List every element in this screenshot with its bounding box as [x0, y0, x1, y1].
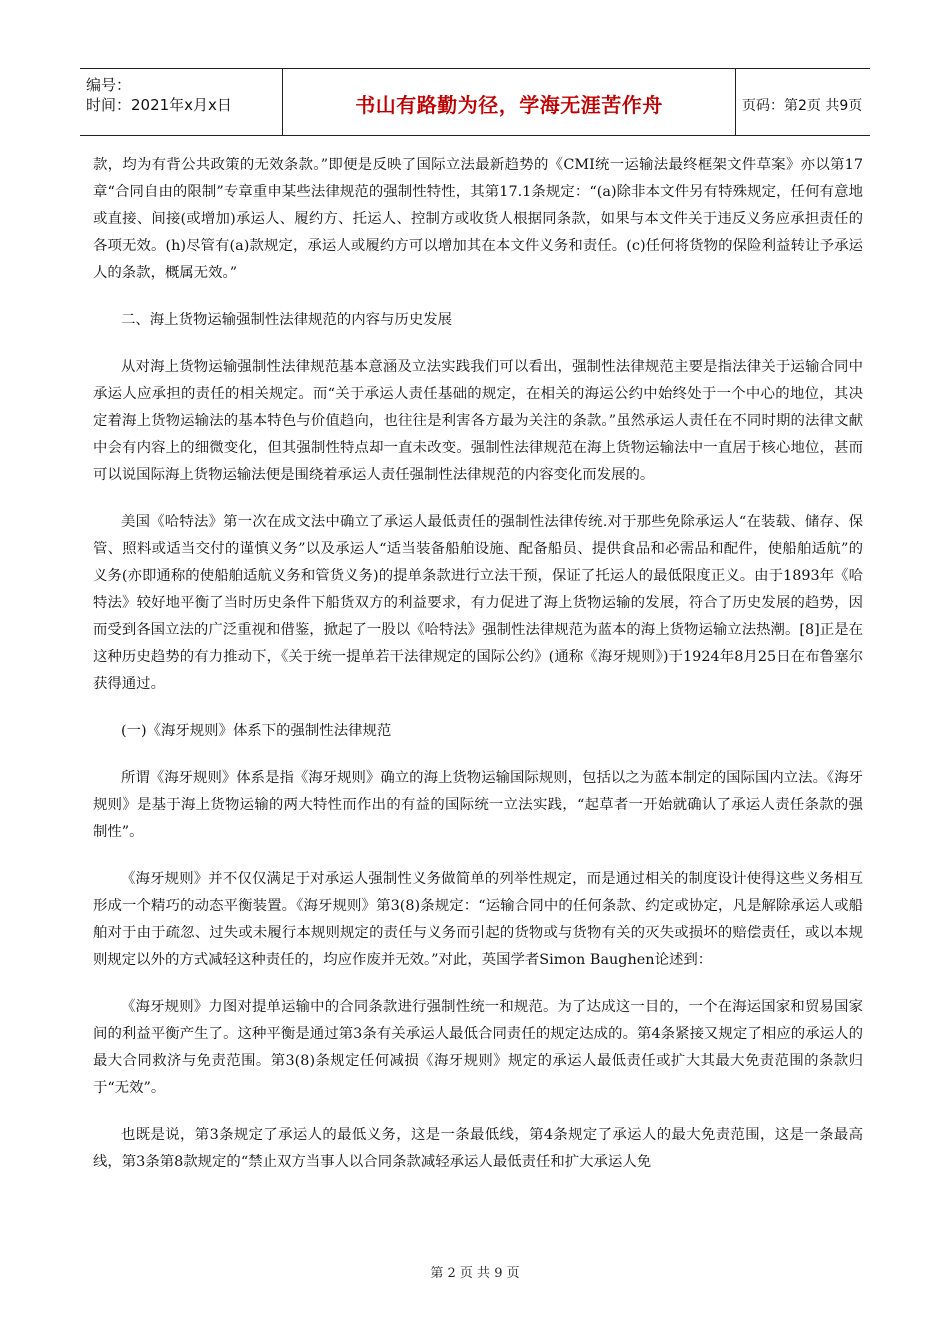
- header-info-cell: [80, 69, 282, 135]
- paragraph: 所谓《海牙规则》体系是指《海牙规则》确立的海上货物运输国际规则，包括以之为蓝本制定的国际国内立法。《海牙规则》是基于海上货物运输的两大特性而作出的有益的国际统一立法实践，“起草者一开始就确认了承运人责任条款的强制性”。: [93, 770, 863, 840]
- header-motto: 书山有路勤为径，学海无涯苦作舟: [355, 93, 663, 117]
- header-motto-cell: [282, 69, 736, 135]
- paragraph: 从对海上货物运输强制性法律规范基本意涵及立法实践我们可以看出，强制性法律规范主要是指法律关于运输合同中承运人应承担的责任的相关规定。而“关于承运人责任基础的规定，在相关的海运公约中始终处于一个中心的地位，其决定着海上货物运输法的基本特色与价值趋向，也往往是利害各方最为关注的条款。”虽然承运人责任在不同时期的法律文献中会有内容上的细微变化，但其强制性特点却一直未改变。强制性法律规范在海上货物运输法中一直居于核心地位，甚而可以说国际海上货物运输法便是围绕着承运人责任强制性法律规范的内容变化而发展的。: [93, 359, 863, 483]
- header-page-cell: [736, 69, 870, 135]
- document-body: [93, 152, 863, 1196]
- header-page-number: 页码：第2页 共9页: [742, 98, 863, 114]
- page-footer: 第 2 页 共 9 页: [430, 1266, 520, 1281]
- document-time-label: 时间：2021年x月x日: [86, 96, 232, 114]
- document-number-label: 编号：: [86, 76, 132, 94]
- paragraph: 款，均为有背公共政策的无效条款。”即便是反映了国际立法最新趋势的《CMI统一运输法最终框架文件草案》亦以第17章“合同自由的限制”专章重申某些法律规范的强制性特性，其第17.1条规定：“(a)除非本文件另有特殊规定，任何有意地或直接、间接(或增加)承运人、履约方、托运人、控制方或收货人根据同条款，如果与本文件关于违反义务应承担责任的各项无效。(h)尽管有(a)款规定，承运人或履约方可以增加其在本文件义务和责任。(c)任何将货物的保险利益转让予承运人的条款，概属无效。”: [93, 157, 863, 281]
- paragraph: 也既是说，第3条规定了承运人的最低义务，这是一条最低线，第4条规定了承运人的最大免责范围，这是一条最高线，第3条第8款规定的“禁止双方当事人以合同条款减轻承运人最低责任和扩大承运人免: [93, 1127, 863, 1170]
- subsection-heading: (一)《海牙规则》体系下的强制性法律规范: [121, 723, 392, 739]
- document-header: [80, 68, 870, 136]
- paragraph: 《海牙规则》力图对提单运输中的合同条款进行强制性统一和规范。为了达成这一目的，一个在海运国家和贸易国家间的利益平衡产生了。这种平衡是通过第3条有关承运人最低合同责任的规定达成的。第4条紧接又规定了相应的承运人的最大合同救济与免责范围。第3(8)条规定任何减损《海牙规则》规定的承运人最低责任或扩大其最大免责范围的条款归于“无效”。: [93, 999, 863, 1096]
- paragraph: 美国《哈特法》第一次在成文法中确立了承运人最低责任的强制性法律传统.对于那些免除承运人“在装载、储存、保管、照料或适当交付的谨慎义务”以及承运人“适当装备船舶设施、配备船员、提供食品和必需品和配件，使船舶适航”的义务(亦即通称的使船舶适航义务和管货义务)的提单条款进行立法干预，保证了托运人的最低限度正义。由于1893年《哈特法》较好地平衡了当时历史条件下船货双方的利益要求，有力促进了海上货物运输的发展，符合了历史发展的趋势，因而受到各国立法的广泛重视和借鉴，掀起了一股以《哈特法》强制性法律规范为蓝本的海上货物运输立法热潮。[8]正是在这种历史趋势的有力推动下，《关于统一提单若干法律规定的国际公约》(通称《海牙规则》)于1924年8月25日在布鲁塞尔获得通过。: [93, 514, 863, 692]
- paragraph: 《海牙规则》并不仅仅满足于对承运人强制性义务做简单的列举性规定，而是通过相关的制度设计使得这些义务相互形成一个精巧的动态平衡装置。《海牙规则》第3(8)条规定：“运输合同中的任何条款、约定或协定，凡是解除承运人或船舶对于由于疏忽、过失或未履行本规则规定的责任与义务而引起的货物或与货物有关的灭失或损坏的赔偿责任，或以本规则规定以外的方式减轻这种责任的，均应作废并无效。”对此，英国学者Simon Baughen论述到：: [93, 871, 863, 968]
- section-heading: 二、海上货物运输强制性法律规范的内容与历史发展: [121, 312, 452, 328]
